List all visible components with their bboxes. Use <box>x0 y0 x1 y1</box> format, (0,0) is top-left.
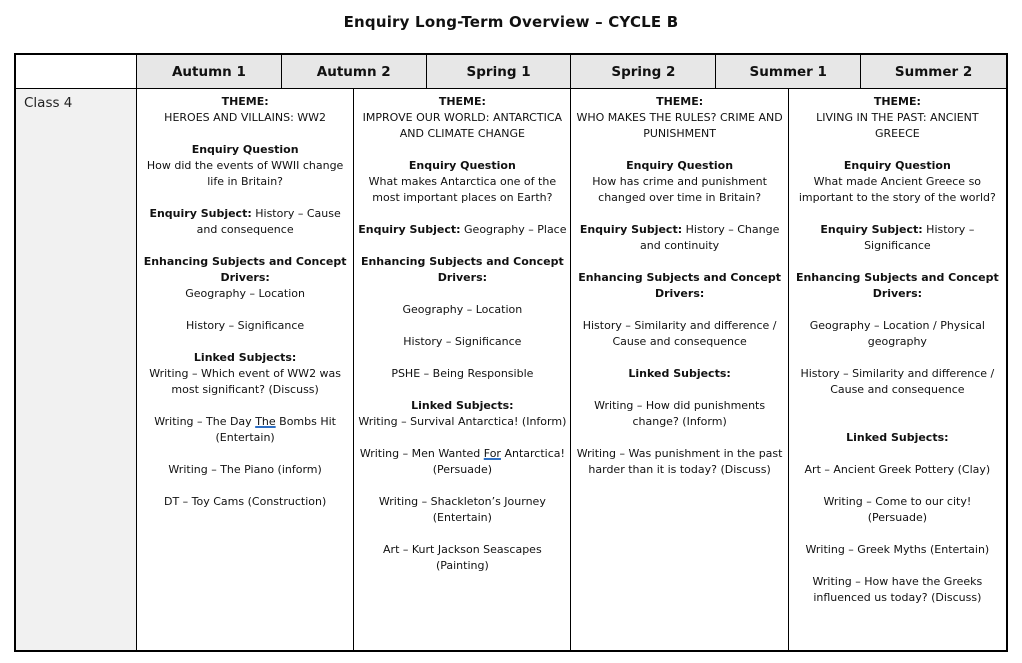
paragraph: Linked Subjects: <box>846 431 949 444</box>
paragraph: THEME: <box>438 95 486 108</box>
paragraph: Writing – The Day The Bombs Hit (Entertain) <box>154 415 336 444</box>
paragraph: Enhancing Subjects and Concept Drivers: <box>143 255 347 284</box>
blank-line <box>793 206 1002 222</box>
blank-line <box>358 318 566 334</box>
paragraph: Writing – The Piano (inform) <box>168 463 322 476</box>
paragraph: PSHE – Being Responsible <box>391 367 534 380</box>
paragraph: HEROES AND VILLAINS: WW2 <box>164 111 327 124</box>
blank-line <box>141 478 349 494</box>
blank-line <box>575 142 783 158</box>
paragraph: Linked Subjects: <box>628 367 731 380</box>
paragraph: How did the events of WWII change life in Britain? <box>146 159 344 188</box>
paragraph: Writing – Which event of WW2 was most significant? (Discuss) <box>149 367 342 396</box>
column-header-spring-2: Spring 2 <box>571 55 716 89</box>
blank-line <box>575 430 783 446</box>
corner-blank-cell <box>16 55 137 89</box>
paragraph: How has crime and punishment changed over time in Britain? <box>592 175 767 204</box>
paragraph: Writing – Was punishment in the past harder than it is today? (Discuss) <box>576 447 783 476</box>
paragraph: History – Significance <box>403 335 522 348</box>
paragraph: IMPROVE OUR WORLD: ANTARCTICA AND CLIMATE CHANGE <box>362 111 563 140</box>
blank-line <box>793 142 1002 158</box>
column-header-spring-1: Spring 1 <box>427 55 572 89</box>
blank-line <box>793 558 1002 574</box>
paragraph: Writing – Men Wanted For Antarctica! (Persuade) <box>359 447 565 476</box>
blank-line <box>793 302 1002 318</box>
blank-line <box>575 350 783 366</box>
long-term-overview-table <box>14 53 1008 652</box>
paragraph: Enquiry Subject: History – Cause and consequence <box>149 207 341 236</box>
paragraph: Enquiry Subject: History – Significance <box>820 223 975 252</box>
paragraph: Writing – Shackleton’s Journey (Entertain) <box>378 495 546 524</box>
paragraph: Enhancing Subjects and Concept Drivers: <box>578 271 782 300</box>
term-content-cell <box>789 89 1006 650</box>
paragraph: Geography – Location / Physical geography <box>809 319 985 348</box>
blank-line <box>793 478 1002 494</box>
paragraph: Linked Subjects: <box>193 351 297 364</box>
paragraph: Enhancing Subjects and Concept Drivers: <box>795 271 999 300</box>
blank-line <box>575 254 783 270</box>
blank-line <box>141 446 349 462</box>
blank-line <box>358 350 566 366</box>
paragraph: Enquiry Question <box>408 159 516 172</box>
blank-line <box>141 302 349 318</box>
paragraph: WHO MAKES THE RULES? CRIME AND PUNISHMENT <box>576 111 783 140</box>
blank-line <box>793 350 1002 366</box>
paragraph: Enquiry Question <box>626 159 734 172</box>
blank-line <box>793 526 1002 542</box>
blank-line <box>575 382 783 398</box>
blank-line <box>141 126 349 142</box>
paragraph: LIVING IN THE PAST: ANCIENT GREECE <box>816 111 979 140</box>
paragraph: Enhancing Subjects and Concept Drivers: <box>360 255 564 284</box>
blank-line <box>141 190 349 206</box>
column-header-summer-1: Summer 1 <box>716 55 861 89</box>
paragraph: What makes Antarctica one of the most important places on Earth? <box>368 175 557 204</box>
blank-line <box>358 382 566 398</box>
paragraph: DT – Toy Cams (Construction) <box>163 495 327 508</box>
blank-line <box>793 414 1002 430</box>
paragraph: Art – Kurt Jackson Seascapes (Painting) <box>383 543 542 572</box>
paragraph: Geography – Location <box>185 287 305 300</box>
blank-line <box>793 254 1002 270</box>
paragraph: Enquiry Subject: History – Change and continuity <box>579 223 780 252</box>
blank-line <box>575 206 783 222</box>
term-content-cell <box>571 89 788 650</box>
column-header-summer-2: Summer 2 <box>861 55 1006 89</box>
paragraph: Enquiry Subject: Geography – Place <box>358 223 567 236</box>
term-content-cell <box>137 89 354 650</box>
blank-line <box>575 302 783 318</box>
blank-line <box>141 334 349 350</box>
blank-line <box>358 430 566 446</box>
paragraph: History – Similarity and difference / Cause and consequence <box>582 319 777 348</box>
blank-line <box>793 398 1002 414</box>
paragraph: THEME: <box>221 95 269 108</box>
paragraph: Writing – Survival Antarctica! (Inform) <box>358 415 567 428</box>
paragraph: Writing – Come to our city! (Persuade) <box>823 495 972 524</box>
paragraph: Geography – Location <box>402 303 523 316</box>
paragraph: THEME: <box>873 95 921 108</box>
blank-line <box>358 526 566 542</box>
paragraph: Linked Subjects: <box>411 399 514 412</box>
paragraph: Writing – Greek Myths (Entertain) <box>805 543 990 556</box>
row-label-class-4: Class 4 <box>16 89 137 650</box>
paragraph: History – Similarity and difference / Cause and consequence <box>800 367 995 396</box>
blank-line <box>358 286 566 302</box>
column-header-autumn-2: Autumn 2 <box>282 55 427 89</box>
paragraph: Enquiry Question <box>843 159 951 172</box>
paragraph: THEME: <box>656 95 704 108</box>
paragraph: Writing – How have the Greeks influenced us today? (Discuss) <box>812 575 983 604</box>
paragraph: Art – Ancient Greek Pottery (Clay) <box>804 463 991 476</box>
blank-line <box>358 142 566 158</box>
blank-line <box>141 398 349 414</box>
blank-line <box>793 446 1002 462</box>
paragraph: Enquiry Question <box>191 143 299 156</box>
blank-line <box>141 238 349 254</box>
blank-line <box>358 478 566 494</box>
column-header-autumn-1: Autumn 1 <box>137 55 282 89</box>
paragraph: Writing – How did punishments change? (Inform) <box>594 399 766 428</box>
paragraph: History – Significance <box>186 319 305 332</box>
page-title: Enquiry Long-Term Overview – CYCLE B <box>343 13 679 31</box>
term-content-cell <box>354 89 571 650</box>
blank-line <box>358 206 566 222</box>
paragraph: What made Ancient Greece so important to the story of the world? <box>798 175 996 204</box>
blank-line <box>358 238 566 254</box>
